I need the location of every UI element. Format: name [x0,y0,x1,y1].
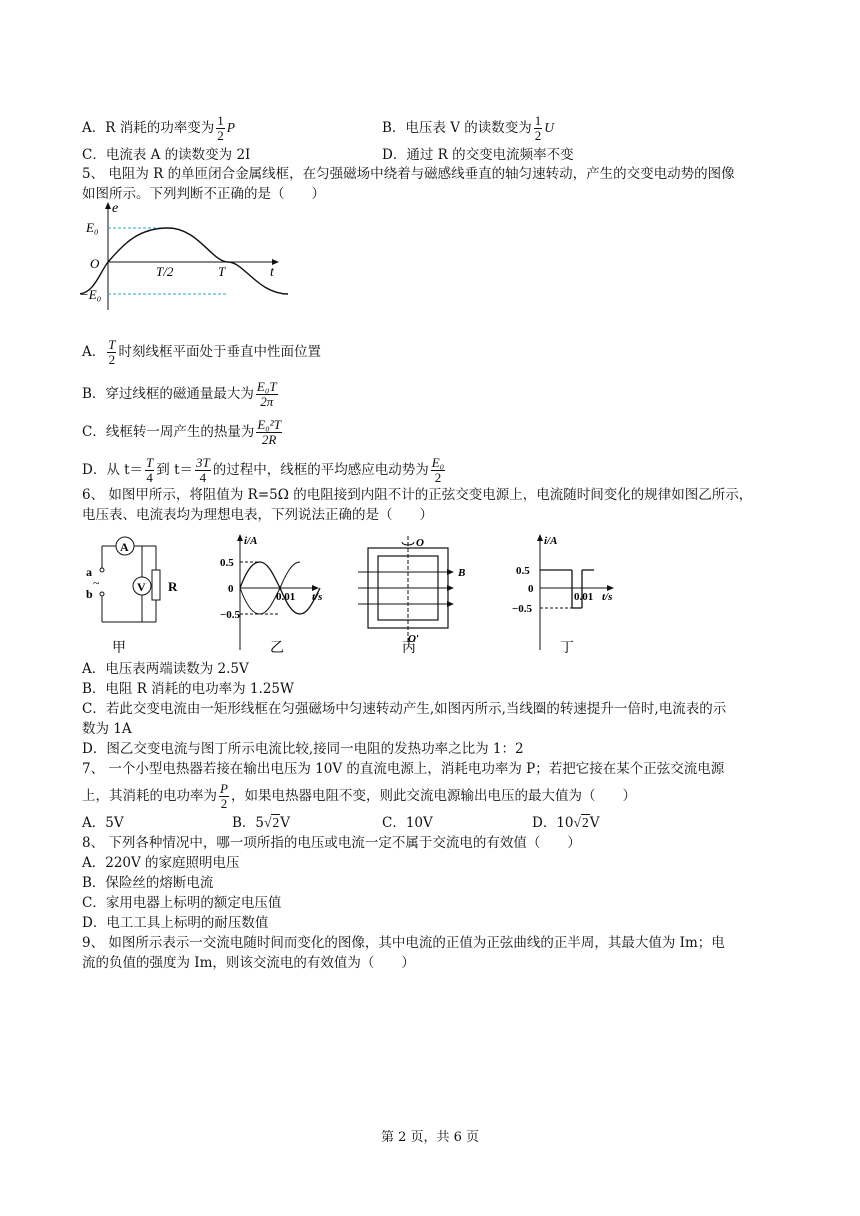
q5-graph-t-label: t [270,265,274,280]
q5-graph-half-period: T/2 [156,264,174,279]
q7-option-c: C．10V [382,815,433,831]
q5-option-a: A． $\frac{T}{2}$ 时刻线框平面处于垂直中性面位置 [82,337,321,367]
figure-label-bing: 丙 [402,641,416,656]
q6-coil-bing [358,532,478,656]
q5-stem-line1: 5、 电阻为 R 的单匝闭合金属线框，在匀强磁场中绕着与磁感线垂直的轴匀速转动，产生的交变电动势的图像 [82,166,735,182]
q6-graph-yi [220,532,340,656]
q5-option-b: B．穿过线框的磁通量最大为 $\frac{\text{E₀T}}{2\pi}$ [82,379,277,409]
ding-tick-time: 0.01 [574,591,594,603]
q6-option-a: A．电压表两端读数为 2.5V [82,661,249,677]
q5-graph-e0-label: E₀ [86,220,99,235]
yi-xlabel: t/s [312,591,323,603]
q5-option-c: C．线框转一周产生的热量为 $\frac{\text{E₀²T}}{2R}$ [82,417,281,447]
q6-option-d: D．图乙交变电流与图丁所示电流比较,接同一电阻的发热功率之比为 1：2 [82,741,524,757]
q8-option-c: C．家用电器上标明的额定电压值 [82,895,282,911]
q8-option-d: D．电工工具上标明的耐压数值 [82,915,269,931]
q4-option-a: A．R 消耗的功率变为 $\frac{1}{2}$ P [82,113,235,143]
q6-graph-ding [510,532,630,656]
q4-option-c: C．电流表 A 的读数变为 2I [82,147,251,163]
ding-tick-zero: 0 [528,583,534,595]
magnetic-field-b: B [458,567,466,579]
q6-option-c-line1: C．若此交变电流由一矩形线框在匀强磁场中匀速转动产生,如图丙所示,当线圈的转速提升一倍时,电流表的示 [82,701,727,717]
q6-circuit-jia [80,532,190,656]
q7-stem-line2: 上，其消耗的电功率为 $\frac{P}{2}$ ，如果电热器电阻不变，则此交流电源输出电压的最大值为（ ） [82,781,636,811]
yi-ylabel: i/A [244,535,258,547]
ammeter-symbol: A [120,540,129,554]
q4-option-b: B．电压表 V 的读数变为 $\frac{1}{2}$ U [382,113,555,143]
q7-option-a: A．5V [82,815,124,831]
yi-tick-neg: −0.5 [220,609,241,621]
terminal-b: b [86,587,93,601]
coil-axis-o-prime: O′ [408,633,420,645]
q6-stem-line2: 电压表、电流表均为理想电表，下列说法正确的是（ ） [82,507,433,523]
q7-option-b: B．5√2V [232,815,290,831]
figure-label-jia: 甲 [112,641,126,656]
q5-graph-period: T [218,264,226,279]
yi-tick-zero: 0 [228,583,234,595]
q7-option-d: D．10√2V [532,815,600,831]
q5-graph-origin: O [90,256,100,271]
q4-option-d: D．通过 R 的交变电流频率不变 [382,147,574,163]
figure-label-ding: 丁 [560,641,574,656]
q5-graph-neg-e0-label: −E₀ [80,287,102,302]
q5-stem-line2: 如图所示。下列判断不正确的是（ ） [82,186,325,202]
q6-option-b: B．电阻 R 消耗的电功率为 1.25W [82,681,294,697]
q5-graph-e-label: e [112,201,119,216]
q5-option-d: D．从 t＝ $\frac{T}{4}$ 到 t＝ $\frac{3T}{4}$ 的过程中，线框的平均感应电动势为 $\frac{\text{E₀}}{2}$ [82,455,445,485]
q8-stem: 8、 下列各种情况中，哪一项所指的电压或电流一定不属于交流电的有效值（ ） [82,835,581,851]
ding-ylabel: i/A [544,535,558,547]
coil-axis-o: O [416,537,424,549]
ac-source-symbol: ~ [93,576,100,590]
page-footer: 第 2 页，共 6 页 [380,1130,480,1145]
ding-tick-pos: 0.5 [516,565,530,577]
ding-tick-neg: −0.5 [512,603,533,615]
q8-option-a: A．220V 的家庭照明电压 [82,855,240,871]
yi-tick-time: 0.01 [276,591,296,603]
terminal-a: a [86,565,92,579]
q6-option-c-line2: 数为 1A [82,721,132,737]
q9-stem-line2: 流的负值的强度为 Im，则该交流电的有效值为（ ） [82,955,415,971]
q7-stem-line1: 7、 一个小型电热器若接在输出电压为 10V 的直流电源上，消耗电功率为 P；若把它接在某个正弦交流电源 [82,761,725,777]
q9-stem-line1: 9、 如图所示表示一交流电随时间而变化的图像，其中电流的正值为正弦曲线的正半周，其最大值为 Im；电 [82,935,725,951]
voltmeter-symbol: V [137,580,146,594]
yi-tick-pos: 0.5 [220,557,234,569]
figure-label-yi: 乙 [270,641,284,656]
resistor-label: R [168,579,178,594]
q8-option-b: B．保险丝的熔断电流 [82,875,214,891]
ding-xlabel: t/s [602,591,613,603]
q6-stem-line1: 6、 如图甲所示，将阻值为 R=5Ω 的电阻接到内阻不计的正弦交变电源上，电流随时间变化的规律如图乙所示， [82,487,753,503]
q5-emf-graph [80,200,290,312]
